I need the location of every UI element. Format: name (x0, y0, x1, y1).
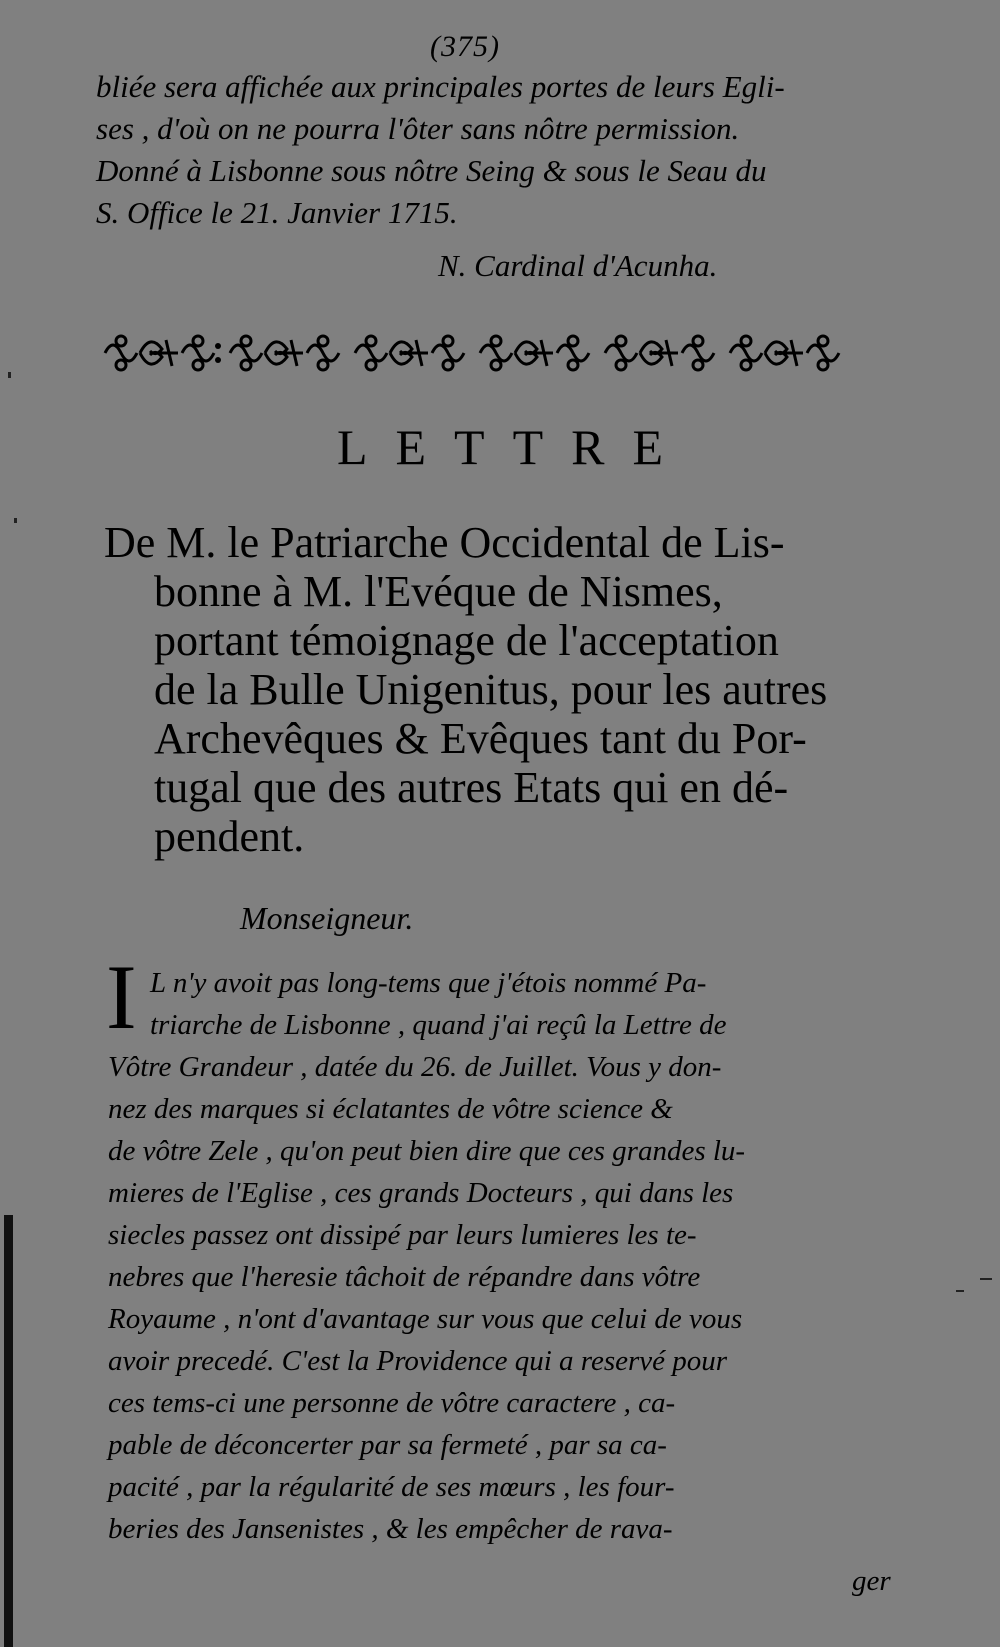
subtitle-line: Archevêques & Evêques tant du Por- (154, 714, 807, 763)
stray-mark (8, 372, 11, 378)
subtitle-line: portant témoignage de l'acceptation (154, 616, 779, 665)
stray-mark (14, 518, 17, 523)
text-line: triarche de Lisbonne , quand j'ai reçû la Lettre de (150, 1009, 727, 1041)
text-line: ces tems-ci une personne de vôtre caractere , ca- (108, 1387, 676, 1419)
text-line: S. Office le 21. Janvier 1715. (96, 195, 458, 230)
ordinance-conclusion (96, 66, 896, 234)
section-heading: LETTRE (336, 419, 692, 475)
stray-mark (956, 1290, 964, 1292)
text-line: de vôtre Zele , qu'on peut bien dire que ces grandes lu- (108, 1135, 746, 1167)
text-line: nez des marques si éclatantes de vôtre science & (108, 1093, 673, 1125)
catchword: ger (852, 1565, 891, 1597)
text-line: Vôtre Grandeur , datée du 26. de Juillet. Vous y don- (108, 1051, 722, 1083)
text-line: beries des Jansenistes , & les empêcher de rava- (108, 1513, 673, 1545)
subtitle-line: de la Bulle Unigenitus, pour les autres (154, 665, 828, 714)
text-line: bliée sera affichée aux principales portes de leurs Egli- (96, 69, 785, 104)
subtitle-line: tugal que des autres Etats qui en dé- (154, 763, 789, 812)
text-line: pacité , par la régularité de ses mœurs , les four- (108, 1471, 675, 1503)
text-line: Donné à Lisbonne sous nôtre Seing & sous le Seau du (96, 153, 767, 188)
page-number: (375) (430, 30, 500, 63)
text-line: siecles passez ont dissipé par leurs lumieres les te- (108, 1219, 697, 1251)
text-line: mieres de l'Eglise , ces grands Docteurs , qui dans les (108, 1177, 734, 1209)
subtitle-line: bonne à M. l'Evéque de Nismes, (154, 567, 723, 616)
text-line: avoir precedé. C'est la Providence qui a reservé pour (108, 1345, 728, 1377)
subtitle-line: pendent. (154, 812, 305, 861)
text-line: ses , d'où on ne pourra l'ôter sans nôtre permission. (96, 111, 740, 146)
text-line: pable de déconcerter par sa fermeté , par sa ca- (108, 1429, 667, 1461)
stray-mark (980, 1278, 992, 1280)
drop-cap: I (106, 946, 137, 1048)
salutation: Monseigneur. (240, 900, 414, 936)
subtitle-line: De M. le Patriarche Occidental de Lis- (104, 518, 785, 567)
signature-line: N. Cardinal d'Acunha. (438, 248, 718, 283)
ornamental-band-icon (100, 328, 890, 378)
letter-body (108, 962, 898, 1550)
letter-subtitle (104, 518, 904, 861)
text-line: Royaume , n'ont d'avantage sur vous que celui de vous (108, 1303, 743, 1335)
text-line: L n'y avoit pas long-tems que j'étois nommé Pa- (150, 967, 707, 999)
binding-shadow (4, 1215, 13, 1647)
text-line: nebres que l'heresie tâchoit de répandre dans vôtre (108, 1261, 701, 1293)
